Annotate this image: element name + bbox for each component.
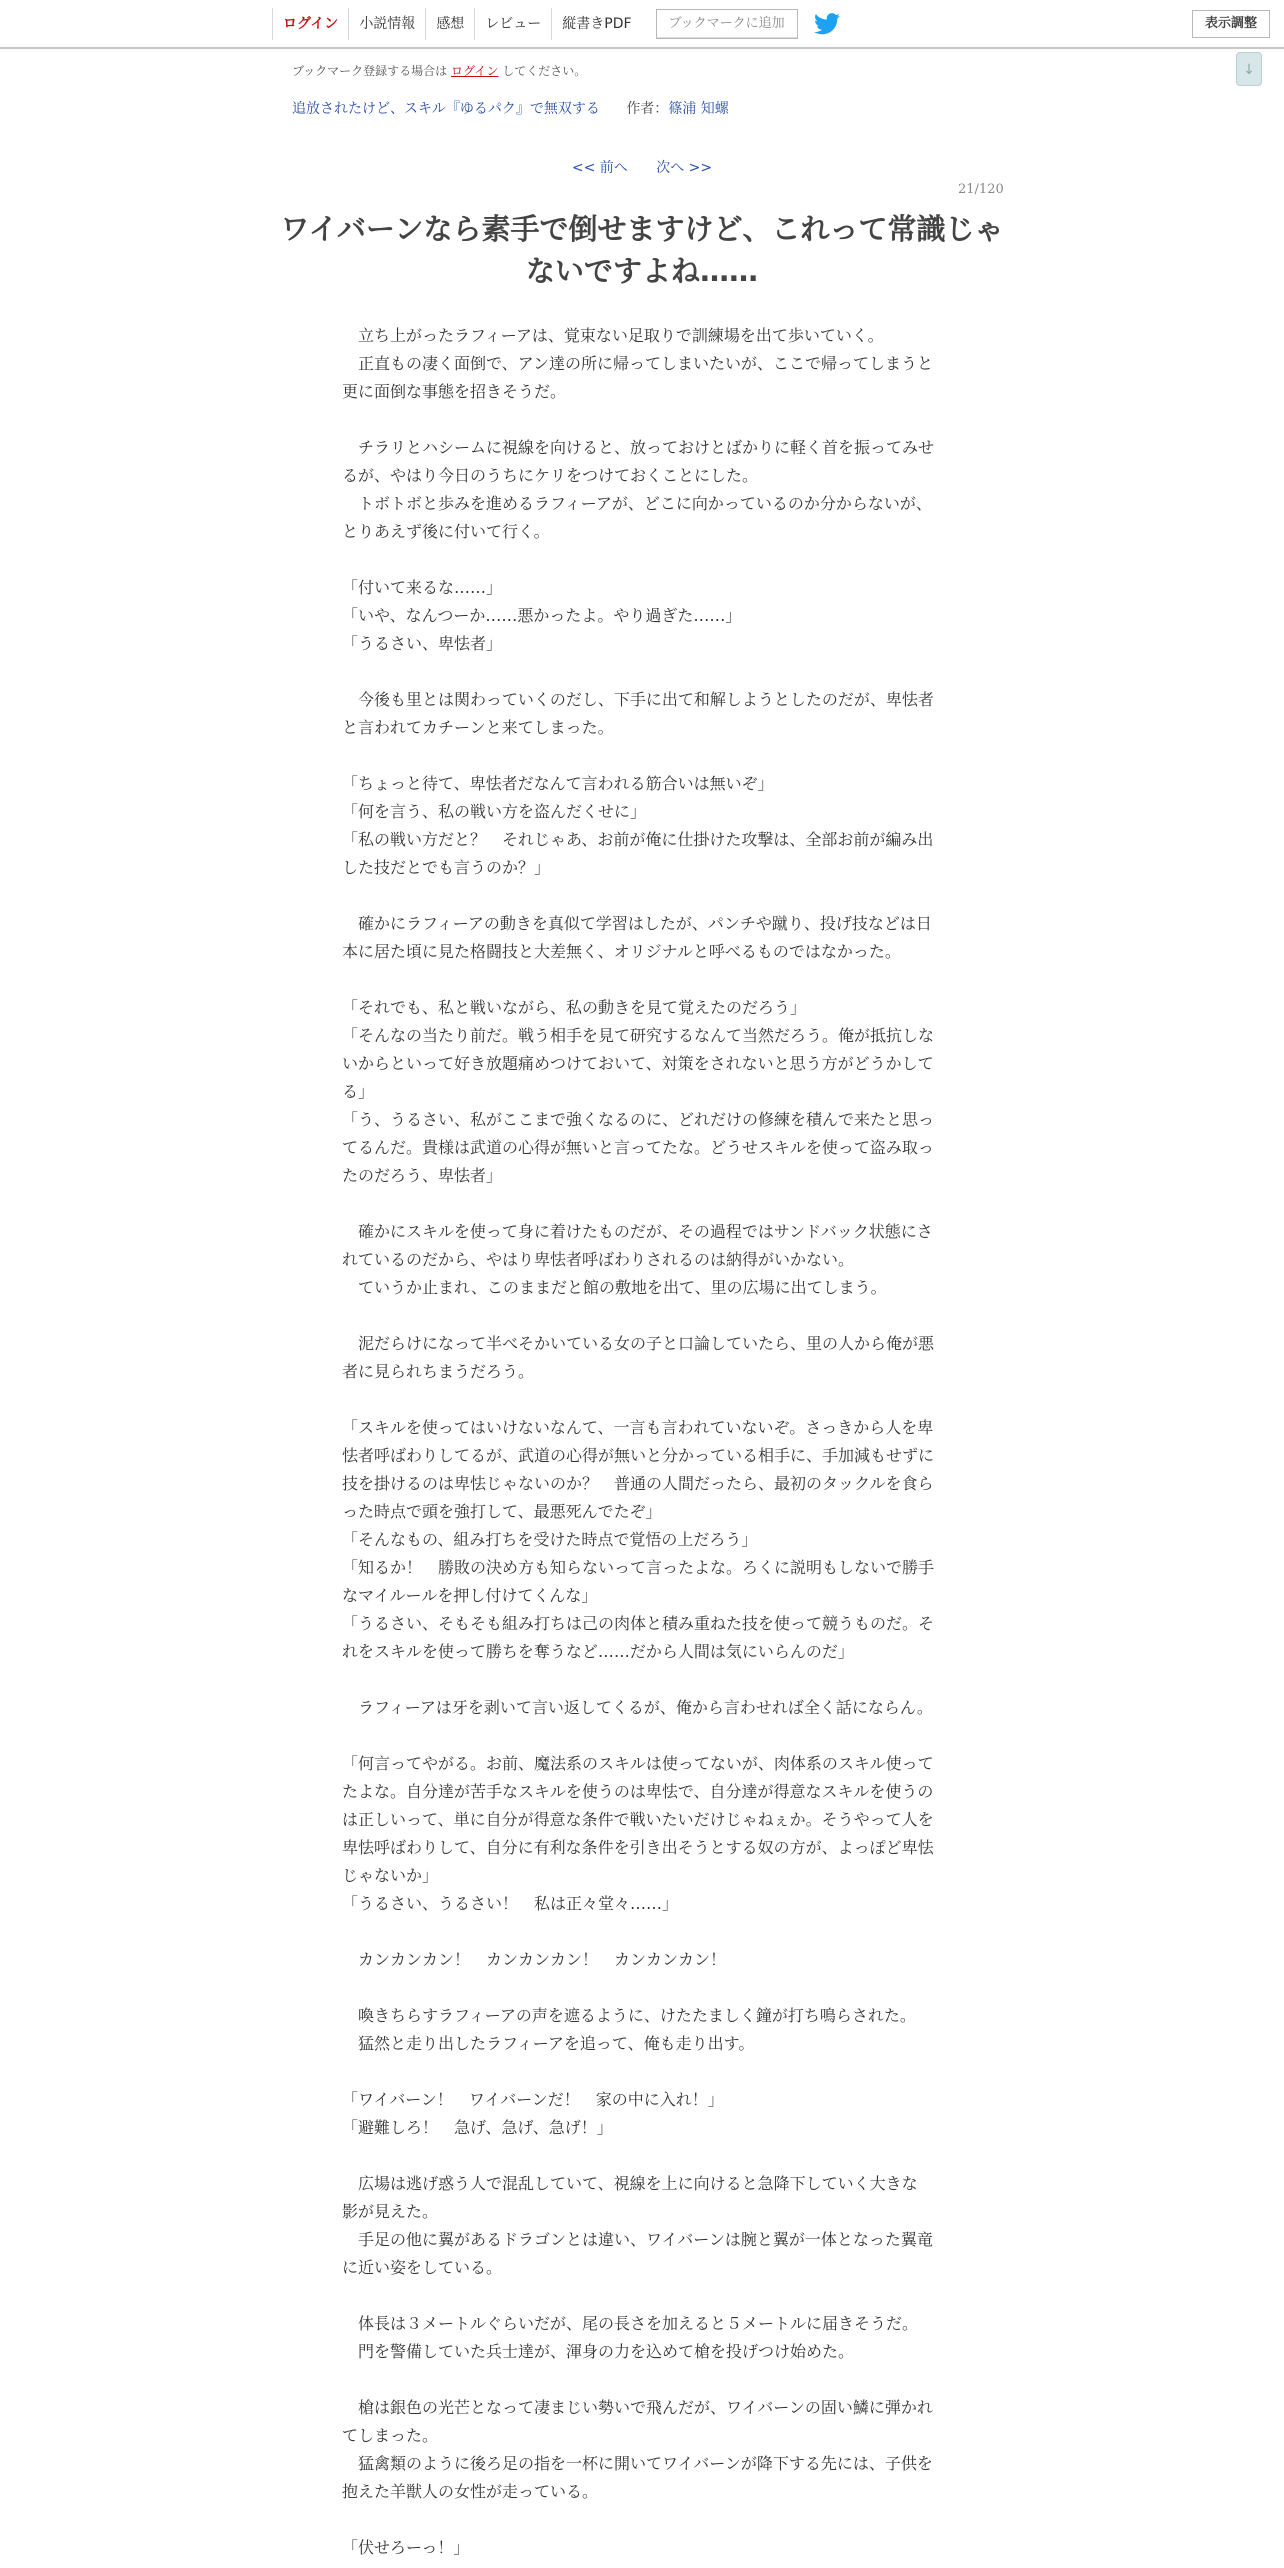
chapter-pager [0, 157, 1284, 177]
body-line: てるんだ。貴様は武道の心得が無いと言ってたな。どうせスキルを使って盗み取っ [342, 1138, 934, 1157]
next-chapter-link[interactable]: 次へ >> [656, 160, 713, 176]
body-line: 体長は３メートルぐらいだが、尾の長さを加えると５メートルに届きそうだ。 [342, 2314, 919, 2333]
body-line [342, 1386, 942, 1414]
body-line [342, 1974, 942, 2002]
display-settings-button[interactable]: 表示調整 [1192, 10, 1270, 38]
body-line [342, 1190, 942, 1218]
body-line: と言われてカチーンと来てしまった。 [342, 718, 614, 737]
body-line [342, 1302, 942, 1330]
body-line [342, 882, 942, 910]
body-line: 手足の他に翼があるドラゴンとは違い、ワイバーンは腕と翼が一体となった翼竜 [342, 2230, 933, 2249]
body-line: ラフィーアは牙を剥いて言い返してくるが、俺から言わせれば全く話にならん。 [342, 1698, 933, 1717]
nav-vertical-pdf-link[interactable]: 縦書きPDF [551, 8, 641, 40]
body-line: に近い姿をしている。 [342, 2258, 503, 2277]
body-line: 立ち上がったラフィーアは、覚束ない足取りで訓練場を出て歩いていく。 [342, 326, 884, 345]
body-line: カンカンカン！ カンカンカン！ カンカンカン！ [342, 1950, 727, 1969]
body-line [342, 1918, 942, 1946]
body-line: 喚きちらすラフィーアの声を遮るように、けたたましく鐘が打ち鳴らされた。 [342, 2006, 916, 2025]
body-line: 泥だらけになって半べそかいている女の子と口論していたら、里の人から俺が悪 [342, 1334, 935, 1353]
body-line: 「知るか！ 勝敗の決め方も知らないって言ったよな。ろくに説明もしないで勝手 [342, 1558, 935, 1577]
top-navigation-bar [0, 0, 1284, 49]
body-line: 門を警備していた兵士達が、渾身の力を込めて槍を投げつけ始めた。 [342, 2342, 855, 2361]
body-line: 「ちょっと待て、卑怯者だなんて言われる筋合いは無いぞ」 [342, 774, 774, 793]
body-line: 正直もの凄く面倒で、アン達の所に帰ってしまいたいが、ここで帰ってしまうと [342, 354, 934, 373]
body-line: 「スキルを使ってはいけないなんて、一言も言われていないぞ。さっきから人を卑 [342, 1418, 934, 1437]
body-line: 「何言ってやがる。お前、魔法系のスキルは使ってないが、肉体系のスキル使って [342, 1754, 934, 1773]
body-line [342, 742, 942, 770]
body-line: 広場は逃げ惑う人で混乱していて、視線を上に向けると急降下していく大きな [342, 2174, 918, 2193]
body-line: 「それでも、私と戦いながら、私の動きを見て覚えたのだろう」 [342, 998, 807, 1017]
prev-chapter-link[interactable]: << 前へ [571, 160, 628, 176]
body-line: とりあえず後に付いて行く。 [342, 522, 550, 541]
body-line [342, 546, 942, 574]
body-line: 確かにラフィーアの動きを真似て学習はしたが、パンチや蹴り、投げ技などは日 [342, 914, 932, 933]
body-line: 槍は銀色の光芒となって凄まじい勢いで飛んだが、ワイバーンの固い鱗に弾かれ [342, 2398, 933, 2417]
bookmark-login-note [292, 62, 586, 79]
body-line [342, 2282, 942, 2310]
body-line: 「そんなもの、組み打ちを受けた時点で覚悟の上だろう」 [342, 1530, 758, 1549]
body-line: 技を掛けるのは卑怯じゃないのか？ 普通の人間だったら、最初のタックルを食ら [342, 1474, 934, 1493]
bookmark-add-button[interactable]: ブックマークに追加 [656, 9, 798, 39]
body-line: は正しいって、単に自分が得意な条件で戦いたいだけじゃねぇか。そうやって人を [342, 1810, 934, 1829]
body-line: 「何を言う、私の戦い方を盗んだくせに」 [342, 802, 647, 821]
body-line: たよな。自分達が苦手なスキルを使うのは卑怯で、自分達が得意なスキルを使うの [342, 1782, 934, 1801]
body-line [342, 1666, 942, 1694]
body-line: 「うるさい、うるさい！ 私は正々堂々……」 [342, 1894, 679, 1913]
body-line: たのだろう、卑怯者」 [342, 1166, 503, 1185]
body-line [342, 406, 942, 434]
scroll-down-button[interactable]: ↓ [1236, 52, 1262, 86]
nav-novel-info-link[interactable]: 小説情報 [348, 8, 425, 40]
body-line: 「付いて来るな……」 [342, 578, 503, 597]
nav-review-link[interactable]: レビュー [474, 8, 551, 40]
body-line: 「いや、なんつーか……悪かったよ。やり過ぎた……」 [342, 606, 742, 625]
body-line [342, 1722, 942, 1750]
body-line: した技だとでも言うのか？」 [342, 858, 551, 877]
body-line [342, 658, 942, 686]
novel-title-link[interactable]: 追放されたけど、スキル『ゆるパク』で無双する [292, 101, 600, 117]
body-line: いからといって好き放題痛めつけておいて、対策をされないと思う方がどうかして [342, 1054, 934, 1073]
main-nav [272, 0, 840, 47]
body-line: トボトボと歩みを進めるラフィーアが、どこに向かっているのか分からないが、 [342, 494, 932, 513]
body-line: 抱えた羊獣人の女性が走っている。 [342, 2482, 599, 2501]
body-line: 「うるさい、そもそも組み打ちは己の肉体と積み重ねた技を使って競うものだ。そ [342, 1614, 935, 1633]
body-line: 卑怯呼ばわりして、自分に有利な条件を引き出そうとする奴の方が、よっぽど卑怯 [342, 1838, 934, 1857]
author-label: 作者： [626, 101, 669, 117]
body-line: 「そんなの当たり前だ。戦う相手を見て研究するなんて当然だろう。俺が抵抗しな [342, 1026, 935, 1045]
body-line: 「ワイバーン！ ワイバーンだ！ 家の中に入れ！」 [342, 2090, 724, 2109]
body-line: 「避難しろ！ 急げ、急げ、急げ！」 [342, 2118, 613, 2137]
novel-info-line [292, 98, 729, 118]
body-line: る」 [342, 1082, 375, 1101]
nav-login-link[interactable]: ログイン [272, 8, 348, 40]
body-line: なマイルールを押し付けてくんな」 [342, 1586, 598, 1605]
body-line: 今後も里とは関わっていくのだし、下手に出て和解しようとしたのだが、卑怯者 [342, 690, 934, 709]
body-line [342, 2142, 942, 2170]
body-line: った時点で頭を強打して、最悪死んでたぞ」 [342, 1502, 662, 1521]
body-line: 本に居た頃に見た格闘技と大差無く、オリジナルと呼べるものではなかった。 [342, 942, 901, 961]
author-link[interactable]: 篠浦 知螺 [668, 101, 729, 117]
body-line: 「う、うるさい、私がここまで強くなるのに、どれだけの修練を積んで来たと思っ [342, 1110, 935, 1129]
twitter-icon[interactable] [814, 13, 840, 35]
bookmark-note-before: ブックマーク登録する場合は [292, 64, 448, 78]
body-line: 者に見られちまうだろう。 [342, 1362, 535, 1381]
body-line: 猛然と走り出したラフィーアを追って、俺も走り出す。 [342, 2034, 755, 2053]
body-line: 猛禽類のように後ろ足の指を一杯に開いてワイバーンが降下する先には、子供を [342, 2454, 933, 2473]
body-line: れているのだから、やはり卑怯者呼ばわりされるのは納得がいかない。 [342, 1250, 855, 1269]
body-line: チラリとハシームに視線を向けると、放っておけとばかりに軽く首を振ってみせ [342, 438, 935, 457]
body-line [342, 2506, 942, 2534]
body-line: ていうか止まれ、このままだと館の敷地を出て、里の広場に出てしまう。 [342, 1278, 887, 1297]
body-line: 影が見えた。 [342, 2202, 439, 2221]
bookmark-note-after: してください。 [502, 64, 587, 78]
body-line [342, 2058, 942, 2086]
body-line: 怯者呼ばわりしてるが、武道の心得が無いと分かっている相手に、手加減もせずに [342, 1446, 935, 1465]
body-line: 「伏せろーっ！」 [342, 2538, 470, 2557]
chapter-title: ワイバーンなら素手で倒せますけど、これって常識じゃないですよね…… [280, 212, 1004, 288]
bookmark-note-login-link[interactable]: ログイン [451, 64, 499, 78]
body-line: 更に面倒な事態を招きそうだ。 [342, 382, 567, 401]
body-line: 確かにスキルを使って身に着けたものだが、その過程ではサンドバック状態にさ [342, 1222, 933, 1241]
chapter-number: 21/120 [958, 182, 1004, 197]
body-line: 「うるさい、卑怯者」 [342, 634, 503, 653]
body-line: 「私の戦い方だと？ それじゃあ、お前が俺に仕掛けた攻撃は、全部お前が編み出 [342, 830, 934, 849]
nav-impressions-link[interactable]: 感想 [425, 8, 474, 40]
chapter-body [342, 322, 942, 2562]
body-line: てしまった。 [342, 2426, 439, 2445]
body-line [342, 2366, 942, 2394]
body-line: じゃないか」 [342, 1866, 439, 1885]
body-line: れをスキルを使って勝ちを奪うなど……だから人間は気にいらんのだ」 [342, 1642, 854, 1661]
body-line: るが、やはり今日のうちにケリをつけておくことにした。 [342, 466, 759, 485]
body-line [342, 966, 942, 994]
